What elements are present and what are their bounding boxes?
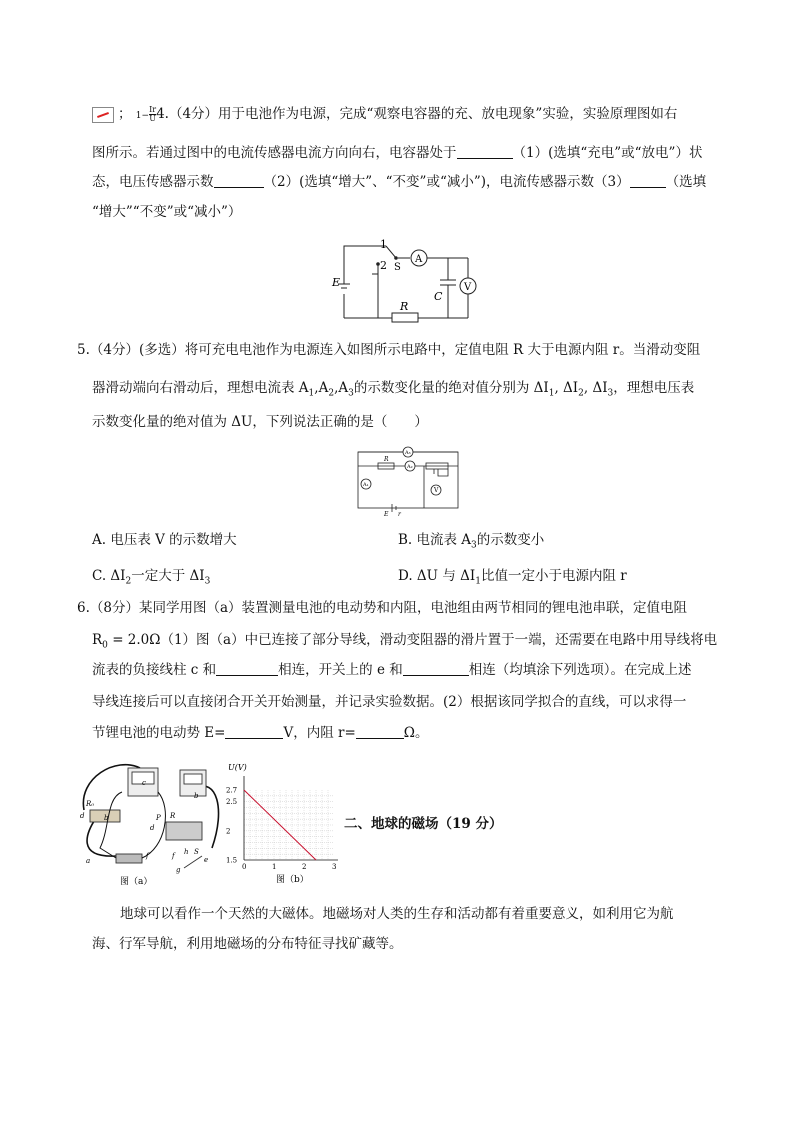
y-axis-label: U(V) [228,763,247,772]
q6-line5: 节锂电池的电动势 E= V，内阻 r= Ω。 [92,725,429,741]
x-tick-label: 2 [302,863,307,871]
h-label: h [184,848,189,856]
chart-ticks [226,787,336,872]
b-label: b [104,814,109,822]
q4-line4: “增大”“不变”或“减小”） [92,204,242,220]
capacitor-label: C [434,290,443,303]
p-label: P [156,814,161,822]
x-tick-label: 0 [242,863,247,871]
switch-label: S [394,262,401,273]
u-i-chart [224,760,344,886]
ammeter-label: A [415,254,423,265]
q5-line3: 示数变化量的绝对值为 ΔU，下列说法正确的是（ ） [92,414,428,430]
q4-line2: 图所示。若通过图中的电流传感器电流方向向右，电容器处于 （1）(选填“充电”或“放电”）状 [92,145,703,161]
s-label: S [194,848,199,856]
x-tick-label: 1 [272,863,277,871]
internal-r-label: r [398,511,401,518]
a2-label: A₂ [407,464,413,470]
capacitor-circuit-diagram [330,236,490,326]
q5-line1: 5.（4分）(多选）将可充电电池作为电源连入如图所示电路中，定值电阻 R 大于电源内阻 r。当滑动变阻 [77,342,701,358]
q6-line4: 导线连接后可以直接闭合开关开始测量，并记录实验数据。(2）根据该同学拟合的直线，可以求得一 [92,694,687,710]
broken-image-icon [92,107,114,123]
e-label: e [204,856,209,864]
q6-line3: 流表的负接线柱 c 和 相连，开关上的 e 和 相连（均填涂下列选项）。在完成上述 [92,662,692,678]
r0-label: R₀ [86,800,95,808]
d-label-1: d [80,812,85,820]
v-label: V [434,487,439,494]
q5-line2: 器滑动端向右滑动后，理想电流表 $A_1,A_2,A_3$的示数变化量的绝对值分别为 $\Delta I_1$, $\Delta I_2$, $\Delta I_3$，理想电压表 [92,380,695,399]
q6-line1: 6.（8分）某同学用图（a）装置测量电池的电动势和内阻，电池组由两节相同的锂电池串联，定值电阻 [77,600,688,616]
q4-fraction: $\frac{Ir}{U}$ [149,105,157,123]
q6-line2: $R_0 = 2.0\Omega(1)$图（a）中已连接了部分导线，滑动变阻器的滑片置于一端，还需要在电路中用导线将电 [92,632,718,651]
q4-line1: ； 1− $\frac{Ir}{U}$ 4.（4分）用于电池作为电源，完成“观察电容器的充、放电现象”实验，实验原理图如右 [118,105,678,123]
d-label-2: d [150,824,155,832]
voltmeter-label: V [464,282,472,293]
a1-label: A₁ [363,482,369,488]
b-label-2: b [194,792,199,800]
option-b[interactable]: B. 电流表 $A_3$的示数变小 [398,532,545,551]
multi-meter-circuit-diagram [354,444,464,518]
section-para-2: 海、行军导航，利用地磁场的分布特征寻找矿藏等。 [92,936,403,952]
blank-c[interactable] [216,661,278,676]
blank-1[interactable] [457,144,513,159]
a-label: a [86,857,91,865]
blank-e[interactable] [403,661,469,676]
f-label-1: f [146,852,149,860]
g-label: g [176,866,181,874]
r-fixed-label: R [384,456,389,463]
option-c[interactable]: C. $\Delta I_2$一定大于 $\Delta I_3$ [92,568,211,587]
blank-2[interactable] [214,173,264,188]
switch-pos-2-label: 2 [380,259,387,272]
option-d[interactable]: D. ΔU 与 $\Delta I_1$比值一定小于电源内阻 r [398,568,627,587]
f-label-2: f [172,852,175,860]
figure-b-caption: 图（b） [276,875,309,885]
emf-label: E [384,511,389,518]
section-para-1: 地球可以看作一个天然的大磁体。地磁场对人类的生存和活动都有着重要意义，如利用它为航 [120,906,674,922]
resistor-label: R [400,300,409,313]
x-tick-label: 3 [332,863,337,871]
blank-r[interactable] [356,724,404,739]
chart-axes [244,776,338,860]
apparatus-figure-a [76,758,226,888]
blank-emf[interactable] [225,724,283,739]
y-tick-label: 2.5 [226,798,238,807]
a3-label: A₃ [405,450,411,456]
blank-3[interactable] [630,173,666,188]
rheostat-label: R [170,812,176,820]
q4-line3: 态，电压传感器示数 （2）(选填“增大”、“不变”或“减小”)，电流传感器示数（3） （选填 [92,174,707,190]
y-tick-label: 1.5 [226,856,238,865]
y-tick-label: 2 [226,827,231,836]
battery-label: E [332,276,341,289]
y-tick-label: 2.7 [226,786,238,795]
switch-pos-1-label: 1 [380,238,387,251]
figure-a-caption: 图（a） [120,877,153,887]
chart-grid [244,790,334,860]
c-label: c [142,779,146,787]
section-title: 二、地球的磁场（19 分） [344,816,503,832]
option-a[interactable]: A. 电压表 V 的示数增大 [92,532,237,548]
